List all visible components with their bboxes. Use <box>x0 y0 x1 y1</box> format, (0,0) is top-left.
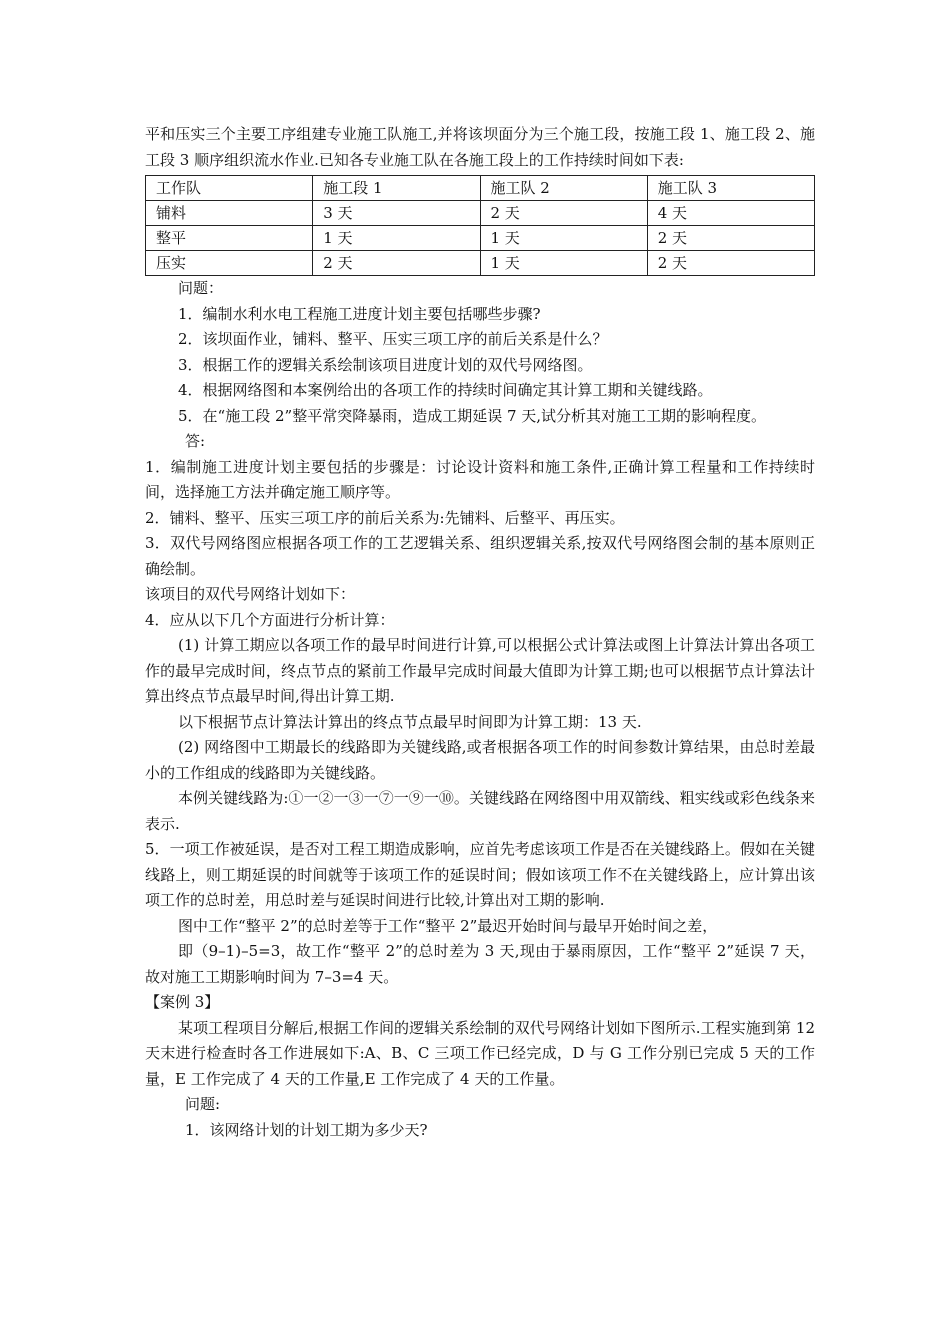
table-cell: 2 天 <box>647 251 814 276</box>
answer-3-network: 该项目的双代号网络计划如下： <box>145 585 356 603</box>
case-3-title: 【案例 3】 <box>145 993 220 1011</box>
table-header-row <box>146 176 815 201</box>
answer-4: 4．应从以下几个方面进行分析计算： <box>145 610 395 629</box>
questions-label: 问题： <box>178 279 224 297</box>
table-cell: 3 天 <box>313 201 480 226</box>
answer-2: 2．铺料、整平、压实三项工序的前后关系为:先铺料、后整平、再压实。 <box>145 508 625 527</box>
table-cell: 2 天 <box>480 201 647 226</box>
table-cell: 1 天 <box>480 251 647 276</box>
intro-paragraph: 平和压实三个主要工序组建专业施工队施工,并将该坝面分为三个施工段，按施工段 1、施工段 2、施工段 3 顺序组织流水作业.已知各专业施工队在各施工段上的工作持续时间如下表: <box>145 125 815 169</box>
question-1: 1．编制水利水电工程施工进度计划主要包括哪些步骤? <box>178 304 541 323</box>
table-row <box>146 226 815 251</box>
table-row <box>146 251 815 276</box>
table-cell: 4 天 <box>647 201 814 226</box>
question-4: 4．根据网络图和本案例给出的各项工作的持续时间确定其计算工期和关键线路。 <box>178 381 713 399</box>
table-cell: 铺料 <box>146 201 313 226</box>
table-cell: 1 天 <box>480 226 647 251</box>
case-3-question-1: 1．该网络计划的计划工期为多少天? <box>185 1120 428 1139</box>
question-3: 3．根据工作的逻辑关系绘制该项目进度计划的双代号网络图。 <box>178 355 593 374</box>
table-header-cell: 施工队 2 <box>480 176 647 201</box>
table-cell: 整平 <box>146 226 313 251</box>
answer-4-critical-path: 本例关键线路为:①一②一③一⑦一⑨一⑩。关键线路在网络图中用双箭线、粗实线或彩色线条来表示. <box>145 789 815 833</box>
answer-4-part-2: (2) 网络图中工期最长的线路即为关键线路,或者根据各项工作的时间参数计算结果，由总时差最小的工作组成的线路即为关键线路。 <box>145 738 815 782</box>
table-header-cell: 施工段 1 <box>313 176 480 201</box>
answer-5-float: 图中工作“整平 2”的总时差等于工作“整平 2”最迟开始时间与最早开始时间之差， <box>178 916 718 935</box>
table-row <box>146 201 815 226</box>
duration-table <box>145 175 815 276</box>
answer-4-duration: 以下根据节点计算法计算出的终点节点最早时间即为计算工期：13 天. <box>178 712 642 731</box>
table-cell: 压实 <box>146 251 313 276</box>
table-cell: 2 天 <box>313 251 480 276</box>
answer-4-part-1: (1) 计算工期应以各项工作的最早时间进行计算,可以根据公式计算法或图上计算法计算出各项工作的最早完成时间，终点节点的紧前工作最早完成时间最大值即为计算工期;也可以根据节点计算法计算出终点节点最早时间,得出计算工期. <box>145 636 815 705</box>
answer-5-calculation: 即（9–1)–5=3，故工作“整平 2”的总时差为 3 天,现由于暴雨原因，工作“整平 2”延误 7 天，故对施工工期影响时间为 7–3=4 天。 <box>145 942 815 986</box>
table-header-cell: 施工队 3 <box>647 176 814 201</box>
question-2: 2．该坝面作业，铺料、整平、压实三项工序的前后关系是什么？ <box>178 330 608 348</box>
table-cell: 2 天 <box>647 226 814 251</box>
answer-1: 1．编制施工进度计划主要包括的步骤是：讨论设计资料和施工条件,正确计算工程量和工作持续时间，选择施工方法并确定施工顺序等。 <box>145 457 815 501</box>
case-3-questions-label: 问题: <box>185 1095 221 1113</box>
case-3-body: 某项工程项目分解后,根据工作间的逻辑关系绘制的双代号网络计划如下图所示.工程实施到第 12 天末进行检查时各工作进展如下:A、B、C 三项工作已经完成，D 与 G 工作分别已完成 5 天的工作量，E 工作完成了 4 天的工作量,E 工作完成了 4 天的工作量。 <box>145 1018 815 1088</box>
answer-label: 答: <box>185 432 206 450</box>
answer-5: 5．一项工作被延误，是否对工程工期造成影响，应首先考虑该项工作是否在关键线路上。假如在关键线路上，则工期延误的时间就等于该项工作的延误时间；假如该项工作不在关键线路上，应计算出该项工作的总时差，用总时差与延误时间进行比较,计算出对工期的影响. <box>145 840 815 909</box>
document-page <box>145 122 815 1143</box>
table-header-cell: 工作队 <box>146 176 313 201</box>
table-cell: 1 天 <box>313 226 480 251</box>
question-5: 5．在“施工段 2”整平常突降暴雨，造成工期延误 7 天,试分析其对施工工期的影响程度。 <box>178 406 767 425</box>
answer-3: 3．双代号网络图应根据各项工作的工艺逻辑关系、组织逻辑关系,按双代号网络图会制的基本原则正确绘制。 <box>145 534 815 578</box>
